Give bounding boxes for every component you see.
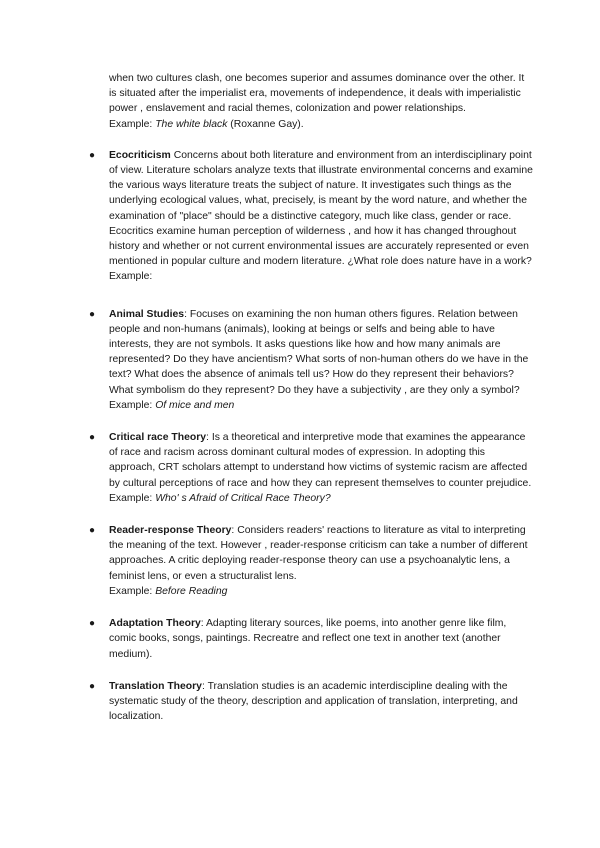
item-term: Translation Theory — [109, 680, 202, 692]
item-description: Focuses on examining the non human others figures. Relation between people and non-humans (animals), looking at beings or selfs and being able to have interests, they are not symbols. It asks questions like how and how many animals are represented? Do they have ancientism? What sorts of non-human others do we have in the text? What does the absence of animals tell us? How do they represent their behaviors? What symbolism do they represent? Do they have a subjectivity , are they only a symbol? — [109, 308, 529, 396]
item-separator: : — [200, 618, 206, 630]
example-label: Example: — [109, 585, 156, 597]
item-separator: : — [201, 680, 208, 692]
example-work: Of mice and men — [155, 399, 235, 411]
item-separator: : — [206, 432, 212, 444]
bullet-icon: ● — [88, 680, 96, 692]
example-work: The white black — [155, 118, 228, 130]
list-item-adaptation-theory — [88, 616, 533, 662]
item-paragraph — [109, 616, 533, 662]
item-paragraph — [109, 307, 533, 398]
item-paragraph — [109, 148, 533, 270]
list-item-translation-theory — [88, 679, 533, 725]
example-label: Example: — [109, 271, 153, 283]
item-term: Ecocriticism — [109, 149, 171, 161]
bullet-icon: ● — [88, 618, 96, 630]
item-paragraph — [109, 430, 533, 491]
example-work: Before Reading — [155, 585, 228, 597]
example-work: Who' s Afraid of Critical Race Theory? — [155, 492, 331, 504]
item-example — [109, 398, 533, 413]
example-author: (Roxanne Gay). — [227, 118, 304, 130]
document-body — [88, 71, 533, 724]
item-description: Translation studies is an academic interdiscipline dealing with the systematic study of the theory, description and application of translation, interpreting, and localization. — [109, 680, 518, 723]
bullet-icon: ● — [88, 525, 96, 537]
list-item-reader-response-theory — [88, 523, 533, 599]
item-paragraph — [109, 679, 533, 725]
item-description: Adapting literary sources, like poems, into another genre like film, comic books, songs, paintings. Recreatre and reflect one text in another text (another medium). — [109, 618, 507, 660]
item-example — [109, 269, 533, 284]
bullet-icon: ● — [88, 432, 96, 444]
item-term: Reader-response Theory — [109, 525, 232, 537]
intro-text: when two cultures clash, one becomes superior and assumes dominance over the other. It is situated after the imperialist era, movements of independence, it deals with imperialistic power , enslavement and racial themes, colonization and power relationships. — [109, 73, 525, 115]
example-label: Example: — [109, 118, 156, 130]
list-item-animal-studies — [88, 307, 533, 413]
item-example — [109, 584, 533, 599]
item-term: Animal Studies — [109, 308, 185, 320]
item-paragraph — [109, 523, 533, 584]
item-example — [109, 491, 533, 506]
item-separator: : — [184, 308, 190, 320]
item-description: Concerns about both literature and environment from an interdisciplinary point of view. Literature scholars analyze texts that illustrate environmental concerns and examine the various ways literature treats the subject of nature. It investigates such things as the underlying ecological values, what, precisely, is meant by the word nature, and whether the examination of "place" should be a distinctive category, much like class, gender or race. Ecocritics examine human perception of wilderness , and how it has changed throughout history and whether or not current environmental issues are accurately represented or even mentioned in popular culture and modern literature. ¿What role does nature have in a work? — [109, 149, 533, 268]
bullet-icon: ● — [88, 149, 96, 161]
list-item-critical-race-theory — [88, 430, 533, 506]
item-description: Considers readers' reactions to literature as vital to interpreting the meaning of the text. However , reader-response criticism can take a number of different approaches. A critic deploying reader-response theory can use a psychoanalytic lens, a feminist lens, or even a structuralist lens. — [109, 525, 528, 582]
item-separator: : — [231, 525, 238, 537]
bullet-icon: ● — [88, 308, 96, 320]
example-label: Example: — [109, 399, 156, 411]
item-term: Adaptation Theory — [109, 618, 201, 630]
intro-example — [109, 117, 533, 132]
item-description: Is a theoretical and interpretive mode that examines the appearance of race and racism across dominant cultural modes of expression. In adopting this approach, CRT scholars attempt to understand how victims of systemic racism are affected by cultural perceptions of race and how they can represent themselves to counter prejudice. — [109, 432, 532, 489]
intro-paragraph — [109, 71, 533, 132]
example-label: Example: — [109, 492, 156, 504]
item-term: Critical race Theory — [109, 432, 207, 444]
list-item-ecocriticism — [88, 148, 533, 285]
